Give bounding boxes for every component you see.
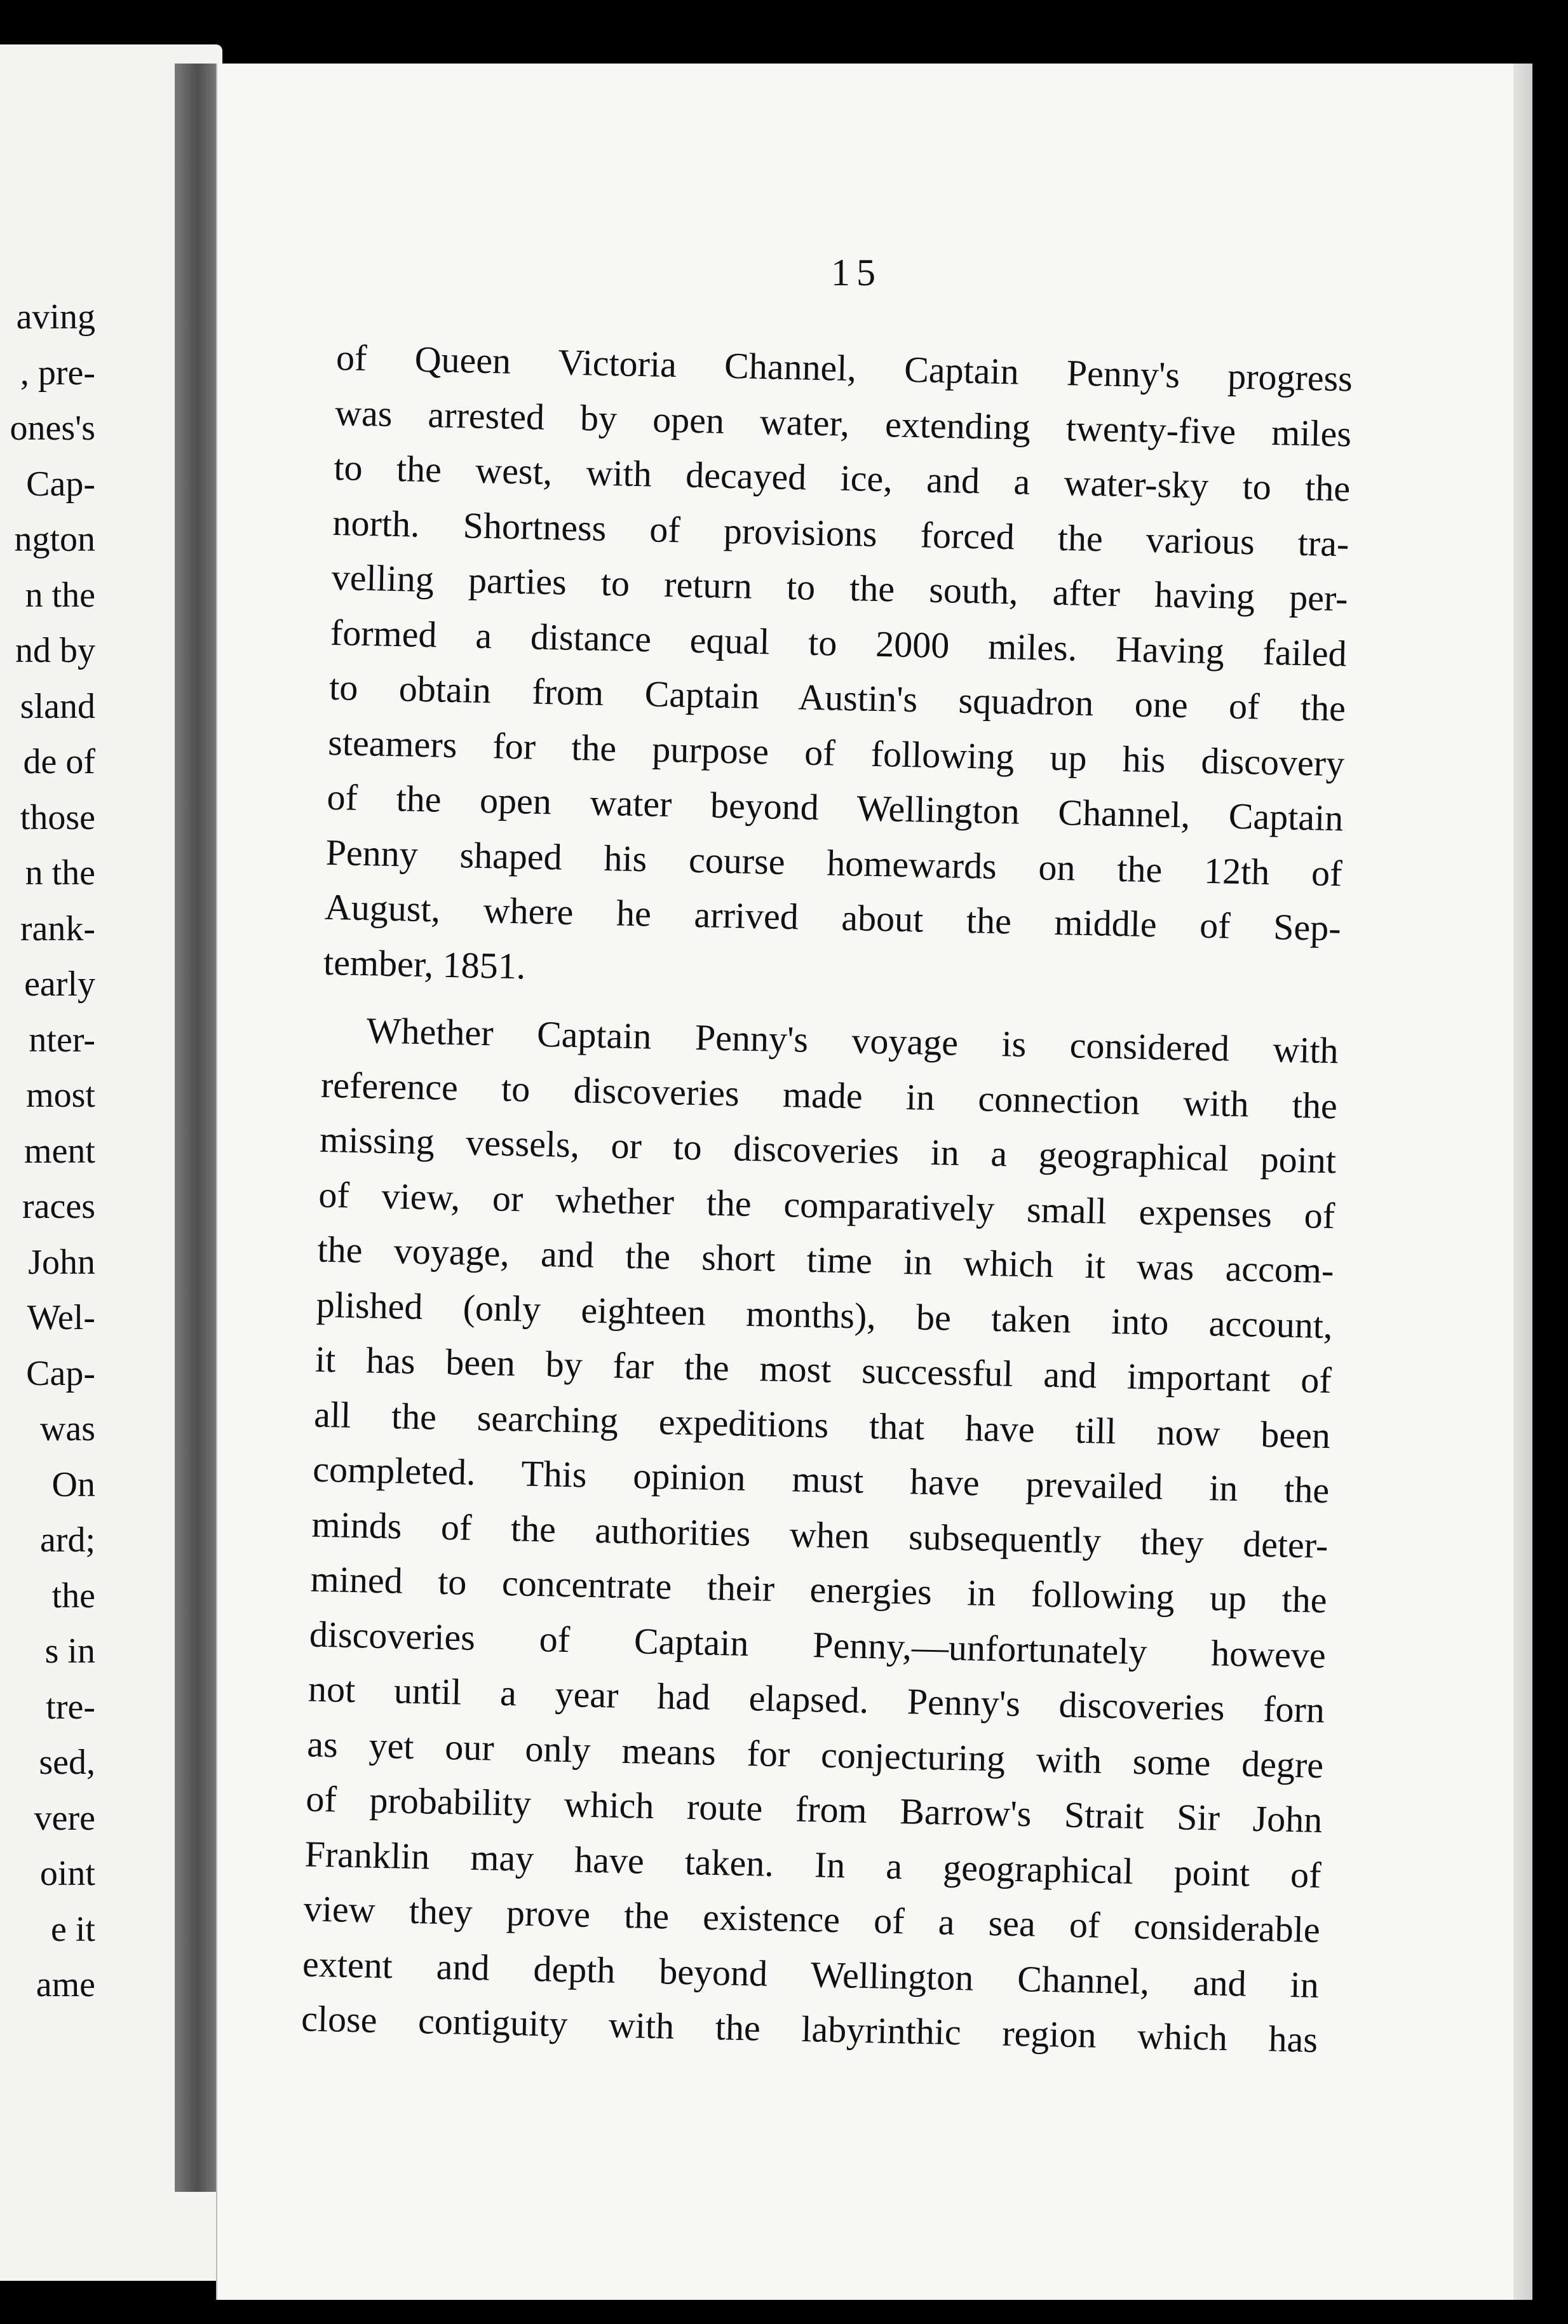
text-line: reference to discoveries made in connection with the <box>320 1064 1338 1126</box>
facing-page-line: ard; <box>39 1520 95 1560</box>
facing-page-line: sland <box>20 686 95 726</box>
paragraph-1 <box>323 330 1353 1011</box>
facing-page-line: aving <box>16 297 95 337</box>
text-line: mined to concentrate their energies in following up the <box>310 1558 1328 1621</box>
text-line: not until a year had elapsed. Penny's discoveries forn <box>308 1668 1325 1731</box>
text-line: Whether Captain Penny's voyage is considered with <box>366 1010 1339 1072</box>
text-line: Franklin may have taken. In a geographical point of <box>304 1832 1322 1896</box>
text-line: tember, 1851. <box>323 941 527 987</box>
facing-page-line: , pre- <box>20 353 95 393</box>
text-line: north. Shortness of provisions forced the various tra- <box>332 501 1350 564</box>
facing-page-line: John <box>28 1242 95 1282</box>
facing-page-line: ame <box>36 1965 95 2004</box>
text-line: the voyage, and the short time in which it was accom- <box>317 1228 1335 1292</box>
text-line: Penny shaped his course homewards on the 12th of <box>325 831 1343 894</box>
facing-page-line: On <box>51 1464 95 1504</box>
facing-page-line: Wel- <box>27 1298 95 1337</box>
text-line: missing vessels, or to discoveries in a geographical point <box>319 1118 1337 1182</box>
facing-page-line: was <box>39 1409 95 1449</box>
text-line: to the west, with decayed ice, and a water-sky to the <box>333 446 1351 510</box>
text-line: August, where he arrived about the middle of Sep- <box>324 886 1342 949</box>
paragraph-2 <box>301 1003 1339 2068</box>
facing-page-line: those <box>20 797 95 837</box>
text-line: minds of the authorities when subsequently they deter- <box>311 1503 1328 1566</box>
facing-page-line: ngton <box>14 520 95 559</box>
facing-page-line: sed, <box>39 1743 95 1782</box>
text-line: discoveries of Captain Penny,—unfortunately howeve <box>309 1613 1327 1676</box>
text-line: it has been by far the most successful and important of <box>314 1338 1332 1402</box>
text-line: plished (only eighteen months), be taken into account, <box>316 1283 1334 1346</box>
text-line: steamers for the purpose of following up his discovery <box>327 721 1345 784</box>
facing-page-line: Cap- <box>26 464 95 504</box>
facing-page-line: Cap- <box>26 1353 95 1393</box>
text-line: completed. This opinion must have prevailed in the <box>312 1448 1330 1511</box>
text-line: of Queen Victoria Channel, Captain Penny's progress <box>335 336 1353 400</box>
facing-page-line: tre- <box>46 1687 95 1727</box>
text-line: formed a distance equal to 2000 miles. Having failed <box>330 611 1348 674</box>
page-edge <box>1513 64 1532 2300</box>
text-line: all the searching expeditions that have till now been <box>313 1393 1331 1456</box>
facing-page-line: de of <box>23 742 95 781</box>
facing-page-line: s in <box>44 1632 95 1671</box>
text-line: as yet our only means for conjecturing with some degre <box>306 1723 1324 1786</box>
text-line: was arrested by open water, extending twenty-five miles <box>334 391 1352 454</box>
page-text <box>301 330 1353 2067</box>
text-line: velling parties to return to the south, after having per- <box>331 556 1349 619</box>
text-line: of probability which route from Barrow's Strait Sir John <box>305 1778 1323 1841</box>
facing-page-line: ment <box>24 1131 95 1171</box>
text-line: of the open water beyond Wellington Channel, Captain <box>326 776 1344 839</box>
text-line: extent and depth beyond Wellington Channel, and in <box>302 1942 1320 2006</box>
facing-page-line: rank- <box>20 909 95 949</box>
facing-page-line: nter- <box>29 1020 95 1060</box>
facing-page-line: early <box>24 964 95 1004</box>
text-line: close contiguity with the labyrinthic region which has <box>301 1997 1318 2060</box>
text-line: view they prove the existence of a sea of considerable <box>303 1888 1321 1950</box>
facing-page-line: nd by <box>15 631 95 670</box>
facing-page-line: ones's <box>10 409 95 448</box>
text-line: of view, or whether the comparatively small expenses of <box>318 1173 1335 1236</box>
facing-page-line: n the <box>25 575 95 615</box>
facing-page-line: the <box>51 1576 95 1616</box>
facing-page-line: most <box>26 1076 95 1115</box>
facing-page-line: races <box>22 1187 95 1226</box>
facing-page-line: vere <box>34 1798 95 1838</box>
facing-page-line: n the <box>25 853 95 893</box>
text-line: to obtain from Captain Austin's squadron one of the <box>328 666 1346 729</box>
facing-page-line: e it <box>51 1909 95 1949</box>
page-number: 15 <box>831 252 882 294</box>
facing-page-line: oint <box>39 1854 95 1893</box>
